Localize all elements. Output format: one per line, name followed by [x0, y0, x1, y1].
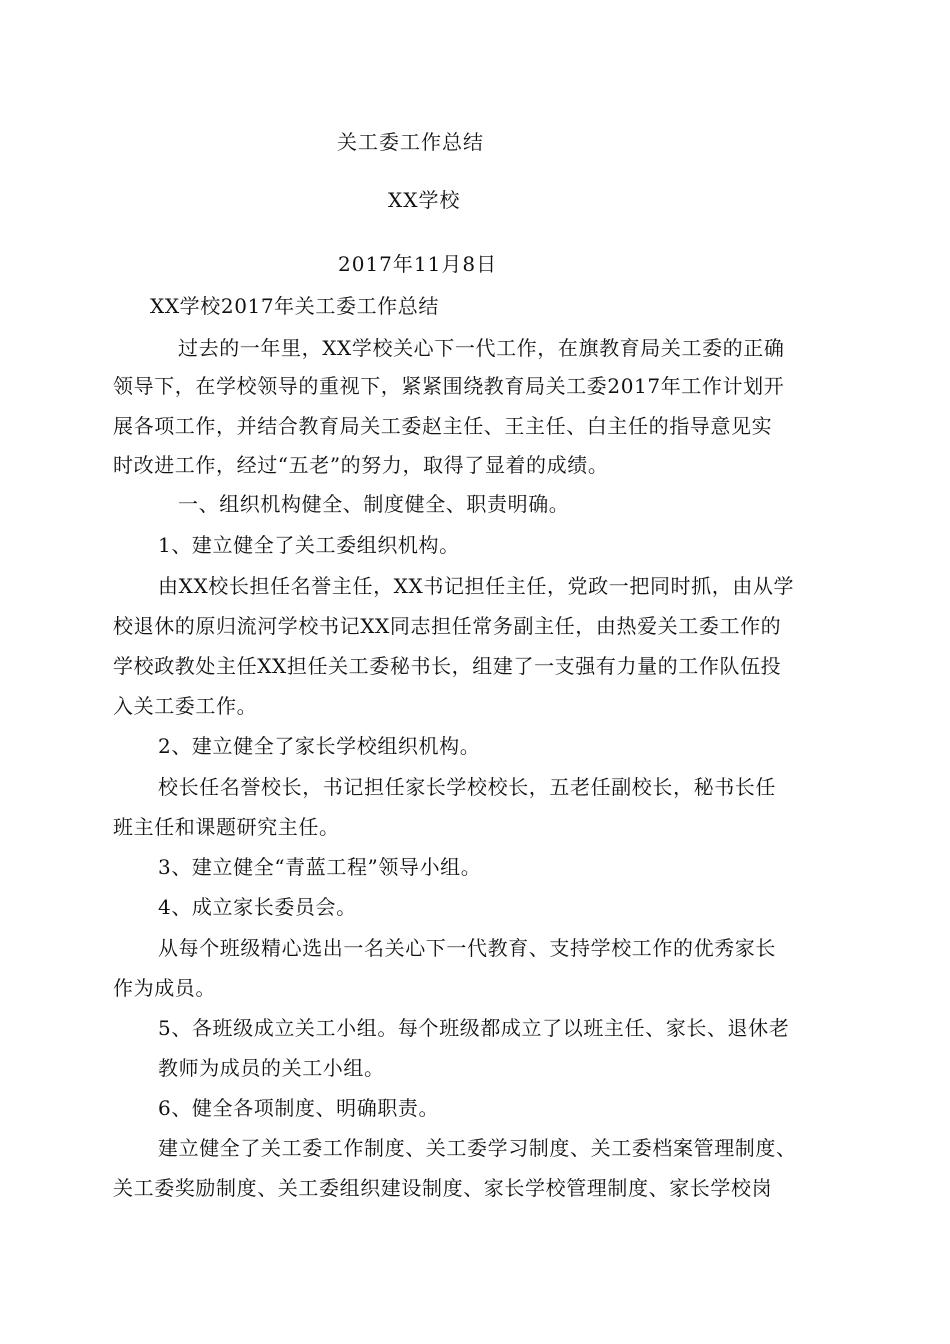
- body-line: 6、健全各项制度、明确职责。: [158, 1096, 440, 1120]
- body-line: 班主任和课题研究主任。: [113, 815, 340, 839]
- body-line: 时改进工作，经过“五老”的努力，取得了显着的成绩。: [113, 453, 609, 477]
- body-line: 领导下，在学校领导的重视下，紧紧围绕教育局关工委2017年工作计划开: [113, 374, 785, 398]
- body-line: 由XX校长担任名誉主任，XX书记担任主任，党政一把同时抓，由从学: [158, 574, 795, 598]
- document-title: 关工委工作总结: [337, 130, 484, 154]
- body-line: 展各项工作，并结合教育局关工委赵主任、王主任、白主任的指导意见实: [113, 414, 773, 438]
- body-line: 教师为成员的关工小组。: [158, 1056, 385, 1080]
- body-line: 校退休的原归流河学校书记XX同志担任常务副主任，由热爱关工委工作的: [113, 614, 782, 638]
- body-line: 校长任名誉校长，书记担任家长学校校长，五老任副校长，秘书长任: [158, 775, 776, 799]
- section-heading: 一、组织机构健全、制度健全、职责明确。: [178, 492, 570, 516]
- body-line: 学校政教处主任XX担任关工委秘书长，组建了一支强有力量的工作队伍投: [113, 654, 782, 678]
- document-date: 2017年11月8日: [338, 252, 498, 276]
- body-line: 入关工委工作。: [113, 694, 258, 718]
- body-line: 1、建立健全了关工委组织机构。: [158, 533, 460, 557]
- body-line: 4、成立家长委员会。: [158, 895, 357, 919]
- body-line: 3、建立健全“青蓝工程”领导小组。: [158, 855, 482, 879]
- body-line: 过去的一年里，XX学校关心下一代工作，在旗教育局关工委的正确: [178, 336, 785, 360]
- body-line: 5、各班级成立关工小组。每个班级都成立了以班主任、家长、退休老: [158, 1016, 790, 1040]
- body-line: 2、建立健全了家长学校组织机构。: [158, 734, 481, 758]
- body-line: 作为成员。: [113, 976, 216, 1000]
- body-line: 建立健全了关工委工作制度、关工委学习制度、关工委档案管理制度、: [158, 1136, 797, 1160]
- school-name: XX学校: [388, 188, 461, 212]
- body-line: 关工委奖励制度、关工委组织建设制度、家长学校管理制度、家长学校岗: [113, 1176, 773, 1200]
- document-subtitle: XX学校2017年关工委工作总结: [150, 294, 439, 318]
- body-line: 从每个班级精心选出一名关心下一代教育、支持学校工作的优秀家长: [158, 936, 776, 960]
